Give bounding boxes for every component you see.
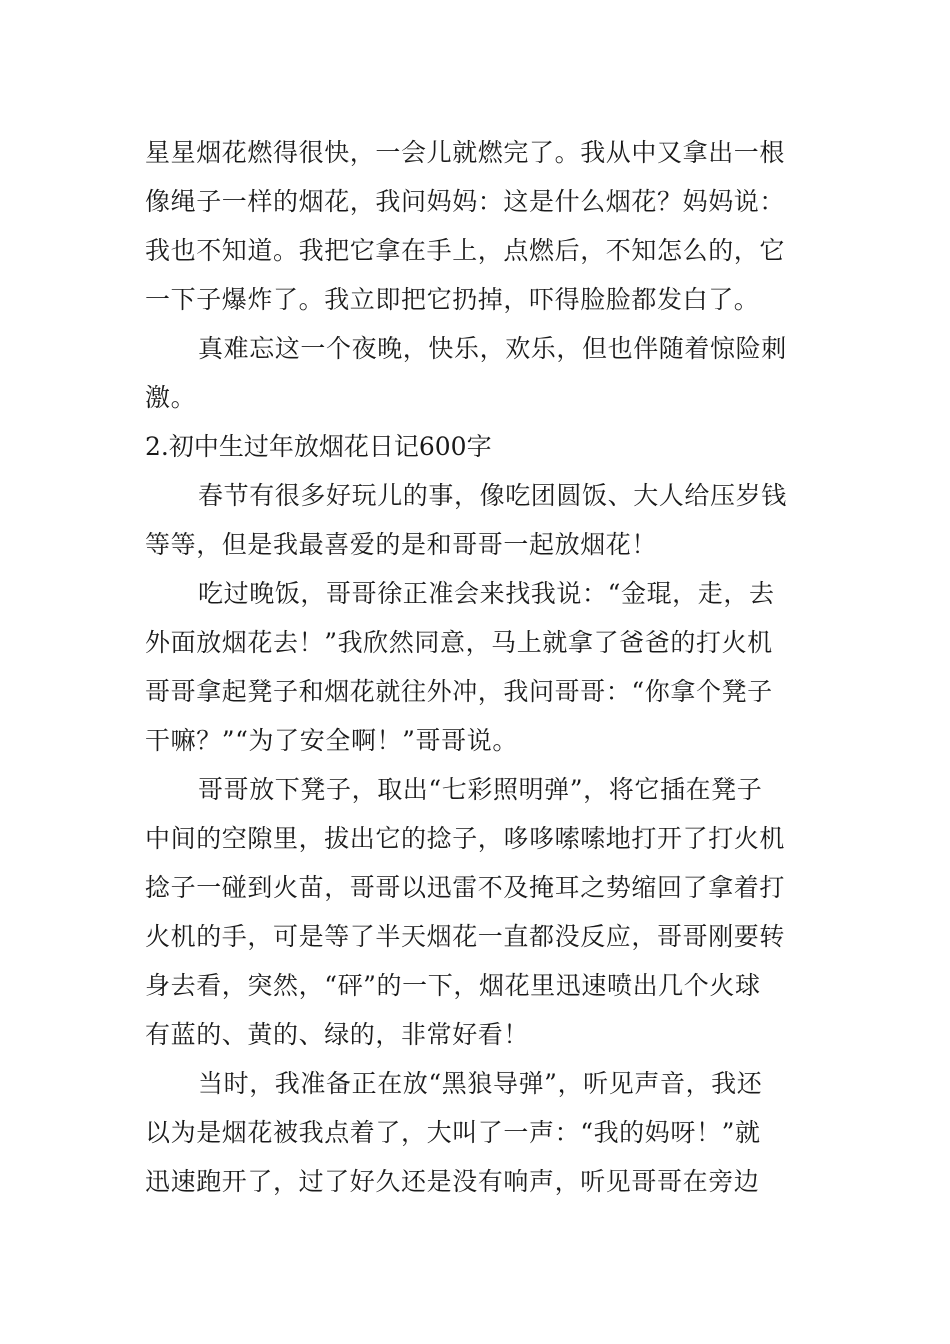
text-line: 当时，我准备正在放“黑狼导弹”，听见声音，我还 [198, 1069, 763, 1098]
text-line: 火机的手，可是等了半天烟花一直都没反应，哥哥刚要转 [145, 922, 786, 951]
text-line: 身去看，突然，“砰”的一下，烟花里迅速喷出几个火球 [145, 971, 761, 1000]
text-line: 干嘛？”“为了安全啊！”哥哥说。 [145, 726, 518, 755]
text-line: 一下子爆炸了。我立即把它扔掉，吓得脸脸都发白了。 [145, 285, 760, 314]
text-line: 捻子一碰到火苗，哥哥以迅雷不及掩耳之势缩回了拿着打 [145, 873, 786, 902]
text-line: 哥哥拿起凳子和烟花就往外冲，我问哥哥：“你拿个凳子 [145, 677, 773, 706]
text-line: 中间的空隙里，拔出它的捻子，哆哆嗦嗦地打开了打火机 [145, 824, 786, 853]
text-line: 以为是烟花被我点着了，大叫了一声：“我的妈呀！”就 [145, 1118, 761, 1147]
text-line: 像绳子一样的烟花，我问妈妈：这是什么烟花？妈妈说： [145, 187, 786, 216]
text-line: 吃过晚饭，哥哥徐正准会来找我说：“金琨，走，去 [198, 579, 775, 608]
text-line: 我也不知道。我把它拿在手上，点燃后，不知怎么的，它 [145, 236, 786, 265]
text-line: 春节有很多好玩儿的事，像吃团圆饭、大人给压岁钱 [198, 481, 787, 510]
text-line: 激。 [145, 383, 197, 412]
text-line: 迅速跑开了，过了好久还是没有响声，听见哥哥在旁边 [145, 1167, 760, 1196]
text-line: 哥哥放下凳子，取出“七彩照明弹”，将它插在凳子 [198, 775, 763, 804]
text-line: 真难忘这一个夜晚，快乐，欢乐，但也伴随着惊险刺 [198, 334, 787, 363]
text-line: 等等，但是我最喜爱的是和哥哥一起放烟花！ [145, 530, 658, 559]
text-line: 星星烟花燃得很快，一会儿就燃完了。我从中又拿出一根 [145, 138, 786, 167]
section-heading: 2.初中生过年放烟花日记600字 [145, 432, 492, 461]
text-line: 有蓝的、黄的、绿的，非常好看！ [145, 1020, 530, 1049]
body-text [145, 128, 810, 1206]
text-line: 外面放烟花去！”我欣然同意，马上就拿了爸爸的打火机 [145, 628, 773, 657]
